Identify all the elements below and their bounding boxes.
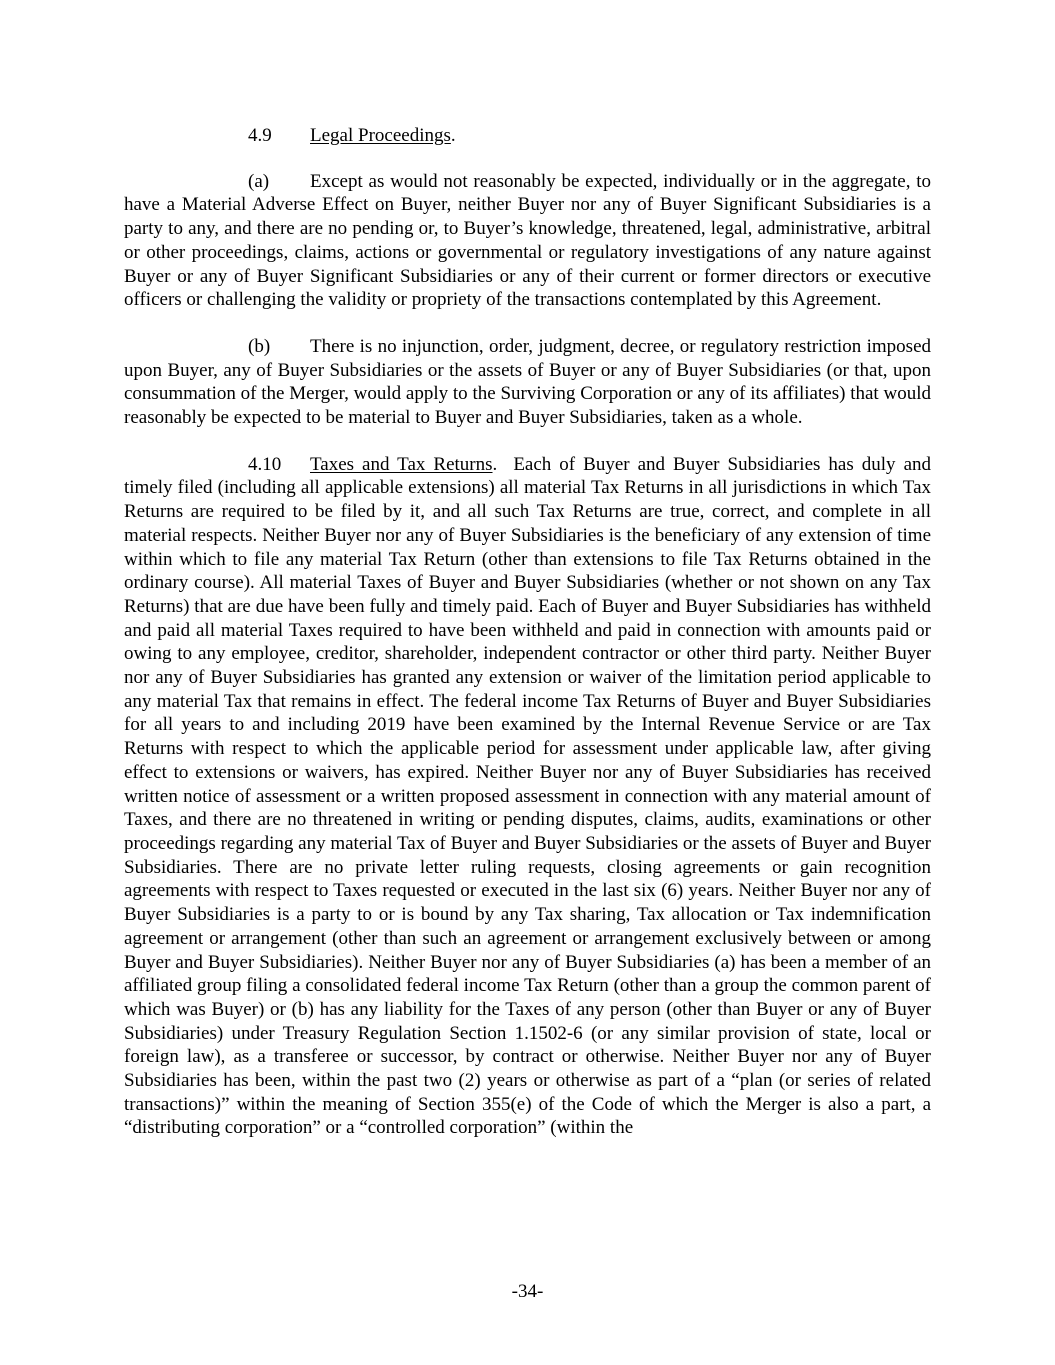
- section-title-suffix: .: [492, 453, 498, 475]
- paragraph-label: (b): [248, 335, 271, 357]
- section-title-suffix: .: [450, 125, 456, 146]
- section-title: Taxes and Tax Returns: [310, 453, 493, 475]
- page-number: -34-: [511, 1281, 544, 1302]
- section-number: 4.9: [248, 125, 272, 146]
- section-title: Legal Proceedings: [310, 125, 451, 146]
- section-heading-4-9: [124, 124, 931, 148]
- paragraph-text: Except as would not reasonably be expected, individually or in the aggregate, to have a Material Adverse Effect on Buyer, neither Buyer nor any of Buyer Significant Subsidiaries is a party to any, and there are no pending or, to Buyer’s knowledge, threatened, legal, administrative, arbitral or other proceedings, claims, actions or governmental or regulatory investigations of any nature against Buyer or any of Buyer Significant Subsidiaries or any of their current or former directors or executive officers or challenging the validity or propriety of the transactions contemplated by this Agreement.: [124, 170, 931, 311]
- section-4-10: [124, 453, 931, 1140]
- document-page: [124, 124, 931, 1163]
- section-number: 4.10: [248, 453, 282, 475]
- paragraph-label: (a): [248, 170, 270, 192]
- paragraph-text: There is no injunction, order, judgment, decree, or regulatory restriction imposed upon Buyer, any of Buyer Subsidiaries or the assets of Buyer or any of Buyer Subsidiaries (or that, upon consummation of the Merger, would apply to the Surviving Corporation or any of its affiliates) that would reasonably be expected to be material to Buyer and Buyer Subsidiaries, taken as a whole.: [124, 335, 931, 429]
- paragraph-b: [124, 335, 931, 430]
- section-text: Each of Buyer and Buyer Subsidiaries has duly and timely filed (including all applicable extensions) all material Tax Returns in all jurisdictions in which Tax Returns are required to be filed by it, and all such Tax Returns are true, correct, and complete in all material respects. Neither Buyer nor any of Buyer Subsidiaries is the beneficiary of any extension of time within which to file any material Tax Return (other than extensions to file Tax Returns obtained in the ordinary course). All material Taxes of Buyer and Buyer Subsidiaries (whether or not shown on any Tax Returns) that are due have been fully and timely paid. Each of Buyer and Buyer Subsidiaries has withheld and paid all material Taxes required to have been withheld and paid in connection with amounts paid or owing to any employee, creditor, shareholder, independent contractor or other third party. Neither Buyer nor any of Buyer Subsidiaries has granted any extension or waiver of the limitation period applicable to any material Tax that remains in effect. The federal income Tax Returns of Buyer and Buyer Subsidiaries for all years to and including 2019 have been examined by the Internal Revenue Service or are Tax Returns with respect to which the applicable period for assessment under applicable law, after giving effect to extensions or waivers, has expired. Neither Buyer nor any of Buyer Subsidiaries has received written notice of assessment or a written proposed assessment in connection with any material amount of Taxes, and there are no threatened in writing or pending disputes, claims, audits, examinations or other proceedings regarding any material Tax of Buyer and Buyer Subsidiaries or the assets of Buyer and Buyer Subsidiaries. There are no private letter ruling requests, closing agreements or gain recognition agreements with respect to Taxes requested or executed in the last six (6) years. Neither Buyer nor any of Buyer Subsidiaries is a party to or is bound by any Tax sharing, Tax allocation or Tax indemnification agreement or arrangement (other than such an agreement or arrangement exclusively between or among Buyer and Buyer Subsidiaries). Neither Buyer nor any of Buyer Subsidiaries (a) has been a member of an affiliated group filing a consolidated federal income Tax Return (other than a group the common parent of which was Buyer) or (b) has any liability for the Taxes of any person (other than Buyer or any of Buyer Subsidiaries) under Treasury Regulation Section 1.1502-6 (or any similar provision of state, local or foreign law), as a transferee or successor, by contract or otherwise. Neither Buyer nor any of Buyer Subsidiaries has been, within the past two (2) years or otherwise as part of a “plan (or series of related transactions)” within the meaning of Section 355(e) of the Code of which the Merger is also a part, a “distributing corporation” or a “controlled corporation” (within the: [124, 453, 931, 1139]
- paragraph-a: [124, 170, 931, 312]
